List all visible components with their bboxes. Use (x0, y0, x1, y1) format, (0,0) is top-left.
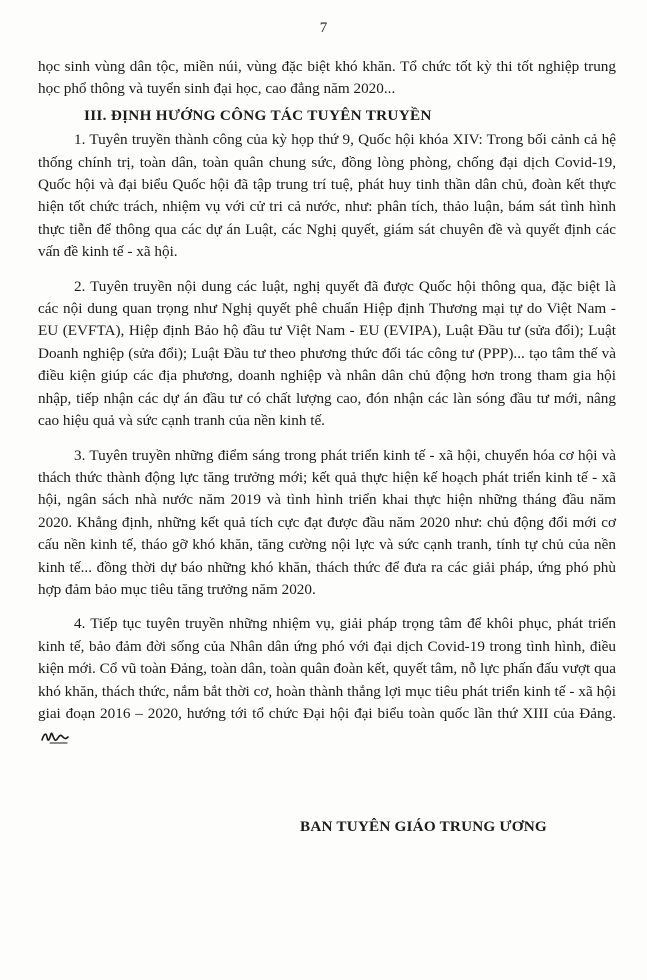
paragraph-3: 3. Tuyên truyền những điểm sáng trong phát triển kinh tế - xã hội, chuyển hóa cơ hội và thách thức thành động lực tăng trưởng mới; kết quả thực hiện kế hoạch phát triển kinh tế - xã hội, ngân sách nhà nước năm 2019 và tình hình triển khai thực hiện những tháng đầu năm 2020. Khẳng định, những kết quả tích cực đạt được đầu năm 2020 như: chủ động đổi mới cơ cấu nền kinh tế, tháo gỡ khó khăn, tăng cường nội lực và sức cạnh tranh, tính tự chủ của nền kinh tế... đồng thời dự báo những khó khăn, thách thức để đưa ra các giải pháp, ứng phó phù hợp đảm bảo mục tiêu tăng trưởng năm 2020. (38, 446, 616, 598)
paragraph-1: 1. Tuyên truyền thành công của kỳ họp thứ 9, Quốc hội khóa XIV: Trong bối cảnh cả hệ thống chính trị, toàn dân, toàn quân chung sức, đồng lòng phòng, chống đại dịch Covid-19, Quốc hội và đại biểu Quốc hội đã tập trung trí tuệ, phát huy tinh thần dân chủ, đoàn kết thực hiện tốt chức trách, nhiệm vụ với cử tri cả nước, như: phân tích, thảo luận, bám sát tình hình thực tiễn để thông qua các dự án Luật, các Nghị quyết, giám sát chuyên đề và quyết định các vấn đề kinh tế - xã hội. (38, 131, 616, 261)
paragraph-2: 2. Tuyên truyền nội dung các luật, nghị quyết đã được Quốc hội thông qua, đặc biệt là các nội dung quan trọng như Nghị quyết phê chuẩn Hiệp định Thương mại tự do Việt Nam - EU (EVFTA), Hiệp định Bảo hộ đầu tư Việt Nam - EU (EVIPA), Luật Đầu tư (sửa đổi); Luật Doanh nghiệp (sửa đổi); Luật Đầu tư theo phương thức đối tác công tư (PPP)... tạo tâm thế và điều kiện giúp các địa phương, doanh nghiệp và nhân dân chủ động hơn trong tham gia hội nhập, tiếp nhận các dự án đầu tư có chất lượng cao, đón nhận các làn sóng đầu tư mới, nâng cao hiệu quả và sức cạnh tranh của nền kinh tế. (38, 277, 616, 430)
continuation-paragraph: học sinh vùng dân tộc, miền núi, vùng đặc biệt khó khăn. Tổ chức tốt kỳ thi tốt nghiệp trung học phổ thông và tuyển sinh đại học, cao đẳng năm 2020... (38, 58, 616, 98)
paragraph-4-text: 4. Tiếp tục tuyên truyền những nhiệm vụ, giải pháp trọng tâm để khôi phục, phát triển kinh tế, bảo đảm đời sống của Nhân dân ứng phó với đại dịch Covid-19 trong tình hình, điều kiện mới. Cổ vũ toàn Đảng, toàn dân, toàn quân đoàn kết, quyết tâm, nỗ lực phấn đấu vượt qua khó khăn, thách thức, nắm bắt thời cơ, hoàn thành thắng lợi mục tiêu phát triển kinh tế - xã hội giai đoạn 2016 – 2020, hướng tới tổ chức Đại hội đại biểu toàn quốc lần thứ XIII của Đảng. (38, 615, 616, 722)
section-heading: III. ĐỊNH HƯỚNG CÔNG TÁC TUYÊN TRUYỀN (84, 106, 432, 124)
page-number: 7 (319, 20, 328, 36)
issuing-organization: BAN TUYÊN GIÁO TRUNG ƯƠNG (300, 818, 547, 835)
initial-signature-mark (40, 728, 70, 746)
paragraph-4 (38, 613, 616, 747)
document-body (38, 56, 616, 748)
